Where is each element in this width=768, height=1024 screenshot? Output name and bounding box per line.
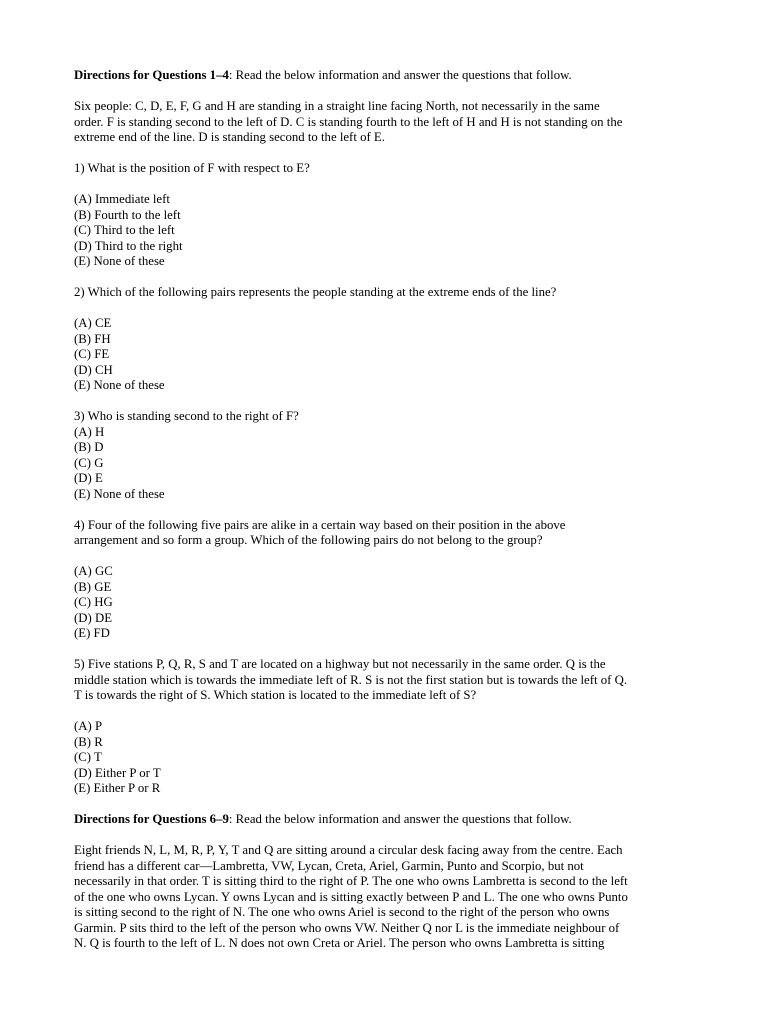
passage-1-line: extreme end of the line. D is standing second to the left of E. — [74, 130, 385, 144]
question-1: 1) What is the position of F with respect to E? — [74, 161, 310, 175]
q1-option-e: (E) None of these — [74, 254, 165, 268]
q4-option-d: (D) DE — [74, 610, 113, 625]
passage-2-line: is sitting second to the right of N. The one who owns Ariel is second to the right of the person who owns — [74, 905, 610, 919]
q5-option-d: (D) Either P or T — [74, 765, 161, 780]
q1-option-d: (D) Third to the right — [74, 238, 183, 253]
passage-2-line: N. Q is fourth to the left of L. N does not own Creta or Ariel. The person who owns Lambretta is sitting — [74, 936, 605, 950]
directions-6-9-text: : Read the below information and answer the questions that follow. — [228, 812, 572, 826]
question-5-line: middle station which is towards the immediate left of R. S is not the first station but is towards the left of Q. — [74, 672, 628, 687]
q3-option-a: (A) H — [74, 424, 105, 439]
q3-option-d: (D) E — [74, 471, 103, 485]
q2-option-b: (B) FH — [74, 331, 111, 346]
question-4-line: arrangement and so form a group. Which of the following pairs do not belong to the group? — [74, 533, 543, 547]
question-3: 3) Who is standing second to the right of F? — [74, 409, 299, 423]
question-5-line: 5) Five stations P, Q, R, S and T are located on a highway but not necessarily in the same order. Q is the — [74, 657, 606, 671]
question-4-line: 4) Four of the following five pairs are alike in a certain way based on their position in the above — [74, 517, 566, 532]
q5-option-e: (E) Either P or R — [74, 781, 161, 795]
q4-option-a: (A) GC — [74, 564, 113, 578]
question-2: 2) Which of the following pairs represents the people standing at the extreme ends of the line? — [74, 285, 557, 299]
question-1-options — [74, 192, 698, 270]
directions-1-4-text: : Read the below information and answer the questions that follow. — [228, 68, 572, 82]
q5-option-b: (B) R — [74, 734, 103, 749]
question-3-block — [74, 409, 698, 502]
passage-2-line: Eight friends N, L, M, R, P, Y, T and Q are sitting around a circular desk facing away from the centre. Each — [74, 843, 623, 857]
q1-option-c: (C) Third to the left — [74, 223, 175, 237]
directions-1-4-label: Directions for Questions 1–4 — [74, 68, 229, 82]
q2-option-d: (D) CH — [74, 362, 113, 377]
passage-1-line: order. F is standing second to the left of D. C is standing fourth to the left of H and H is not standing on the — [74, 114, 623, 129]
q5-option-a: (A) P — [74, 719, 103, 733]
q4-option-c: (C) HG — [74, 595, 113, 609]
q4-option-e: (E) FD — [74, 626, 110, 640]
q2-option-e: (E) None of these — [74, 378, 165, 392]
q4-option-b: (B) GE — [74, 579, 112, 594]
q2-option-c: (C) FE — [74, 347, 110, 361]
question-5-line: T is towards the right of S. Which station is located to the immediate left of S? — [74, 688, 477, 702]
q1-option-b: (B) Fourth to the left — [74, 207, 181, 222]
directions-1-4 — [74, 68, 698, 84]
passage-1-line: Six people: C, D, E, F, G and H are standing in a straight line facing North, not necessarily in the same — [74, 99, 600, 113]
directions-6-9-label: Directions for Questions 6–9 — [74, 812, 229, 826]
q3-option-b: (B) D — [74, 440, 104, 454]
q3-option-c: (C) G — [74, 455, 104, 470]
directions-6-9 — [74, 812, 698, 828]
document-page — [74, 68, 698, 952]
passage-1 — [74, 99, 698, 146]
q2-option-a: (A) CE — [74, 316, 112, 330]
q3-option-e: (E) None of these — [74, 486, 165, 501]
q1-option-a: (A) Immediate left — [74, 192, 170, 206]
passage-2-line: of the one who owns Lycan. Y owns Lycan and is sitting exactly between P and L. The one who owns Punto — [74, 889, 628, 904]
question-5 — [74, 657, 698, 704]
passage-2-line: necessarily in that order. T is sitting third to the right of P. The one who owns Lambretta is second to the left — [74, 874, 628, 888]
question-5-options — [74, 719, 698, 797]
passage-2 — [74, 843, 698, 952]
passage-2-line: friend has a different car—Lambretta, VW, Lycan, Creta, Ariel, Garmin, Punto and Scorpio, but not — [74, 858, 584, 873]
question-4 — [74, 518, 698, 549]
passage-2-line: Garmin. P sits third to the left of the person who owns VW. Neither Q nor L is the immediate neighbour of — [74, 920, 620, 935]
q5-option-c: (C) T — [74, 750, 102, 764]
question-4-options — [74, 564, 698, 642]
question-2-options — [74, 316, 698, 394]
